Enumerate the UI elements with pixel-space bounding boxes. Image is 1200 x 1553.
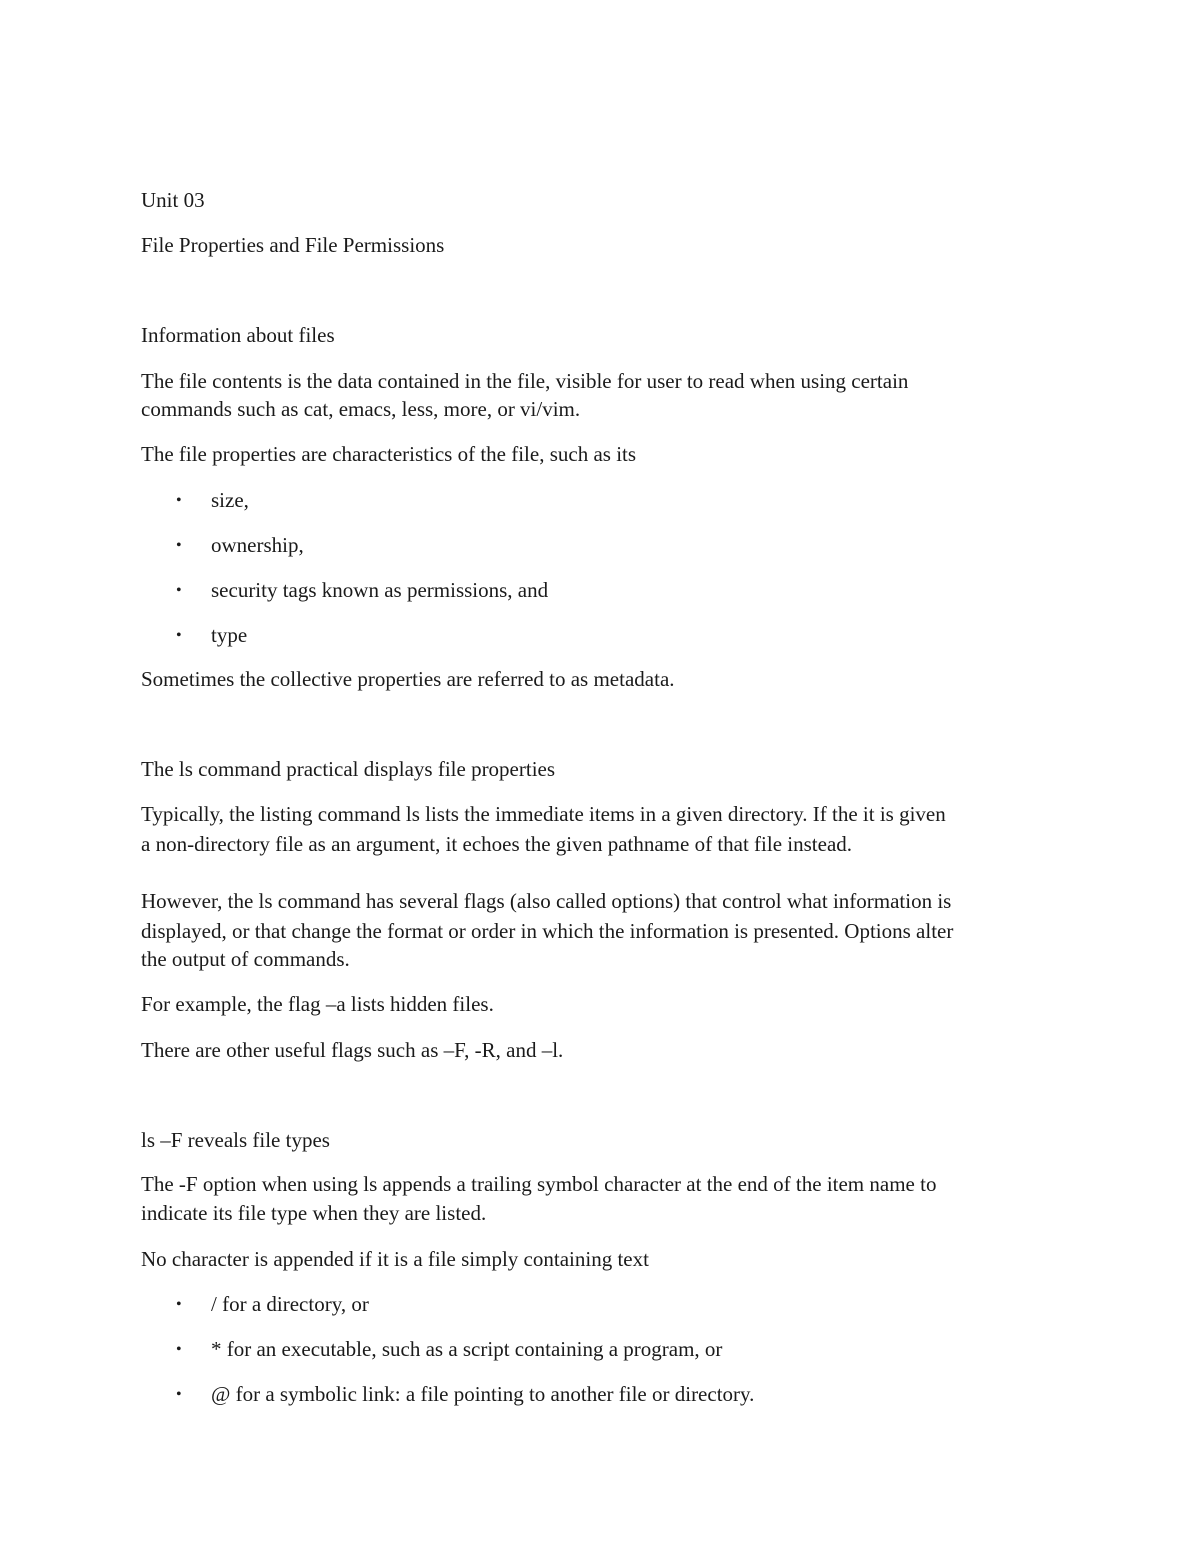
- paragraph: For example, the flag –a lists hidden files.: [141, 992, 494, 1016]
- list-item: @ for a symbolic link: a file pointing to another file or directory.: [211, 1382, 755, 1406]
- paragraph-line: indicate its file type when they are listed.: [141, 1201, 487, 1225]
- bullet-icon: •: [176, 627, 182, 644]
- list-item: size,: [211, 488, 249, 512]
- bullet-icon: •: [176, 1296, 182, 1313]
- bullet-icon: •: [176, 492, 182, 509]
- paragraph-line: The -F option when using ls appends a trailing symbol character at the end of the item name to: [141, 1172, 937, 1196]
- bullet-icon: •: [176, 537, 182, 554]
- paragraph-line: However, the ls command has several flags (also called options) that control what information is: [141, 889, 952, 913]
- document-title: File Properties and File Permissions: [141, 233, 445, 257]
- paragraph: Sometimes the collective properties are referred to as metadata.: [141, 667, 675, 691]
- list-item: security tags known as permissions, and: [211, 578, 549, 602]
- paragraph-line: commands such as cat, emacs, less, more, or vi/vim.: [141, 397, 581, 421]
- paragraph-line: Typically, the listing command ls lists the immediate items in a given directory. If the it is given: [141, 802, 946, 826]
- unit-label: Unit 03: [141, 188, 205, 212]
- list-item: type: [211, 623, 248, 647]
- paragraph: The file properties are characteristics of the file, such as its: [141, 442, 637, 466]
- section-heading-information: Information about files: [141, 323, 335, 347]
- list-item: ownership,: [211, 533, 304, 557]
- paragraph-line: displayed, or that change the format or order in which the information is presented. Options alter: [141, 919, 954, 943]
- list-item: / for a directory, or: [211, 1292, 369, 1316]
- paragraph-line: The file contents is the data contained in the file, visible for user to read when using certain: [141, 369, 909, 393]
- bullet-icon: •: [176, 1341, 182, 1358]
- paragraph-line: a non-directory file as an argument, it echoes the given pathname of that file instead.: [141, 832, 853, 856]
- paragraph: No character is appended if it is a file simply containing text: [141, 1247, 649, 1271]
- paragraph: There are other useful flags such as –F, -R, and –l.: [141, 1038, 564, 1062]
- paragraph-line: the output of commands.: [141, 947, 350, 971]
- section-heading-ls: The ls command practical displays file properties: [141, 757, 556, 781]
- section-heading-ls-f: ls –F reveals file types: [141, 1128, 330, 1152]
- list-item: * for an executable, such as a script containing a program, or: [211, 1337, 723, 1361]
- bullet-icon: •: [176, 582, 182, 599]
- bullet-icon: •: [176, 1386, 182, 1403]
